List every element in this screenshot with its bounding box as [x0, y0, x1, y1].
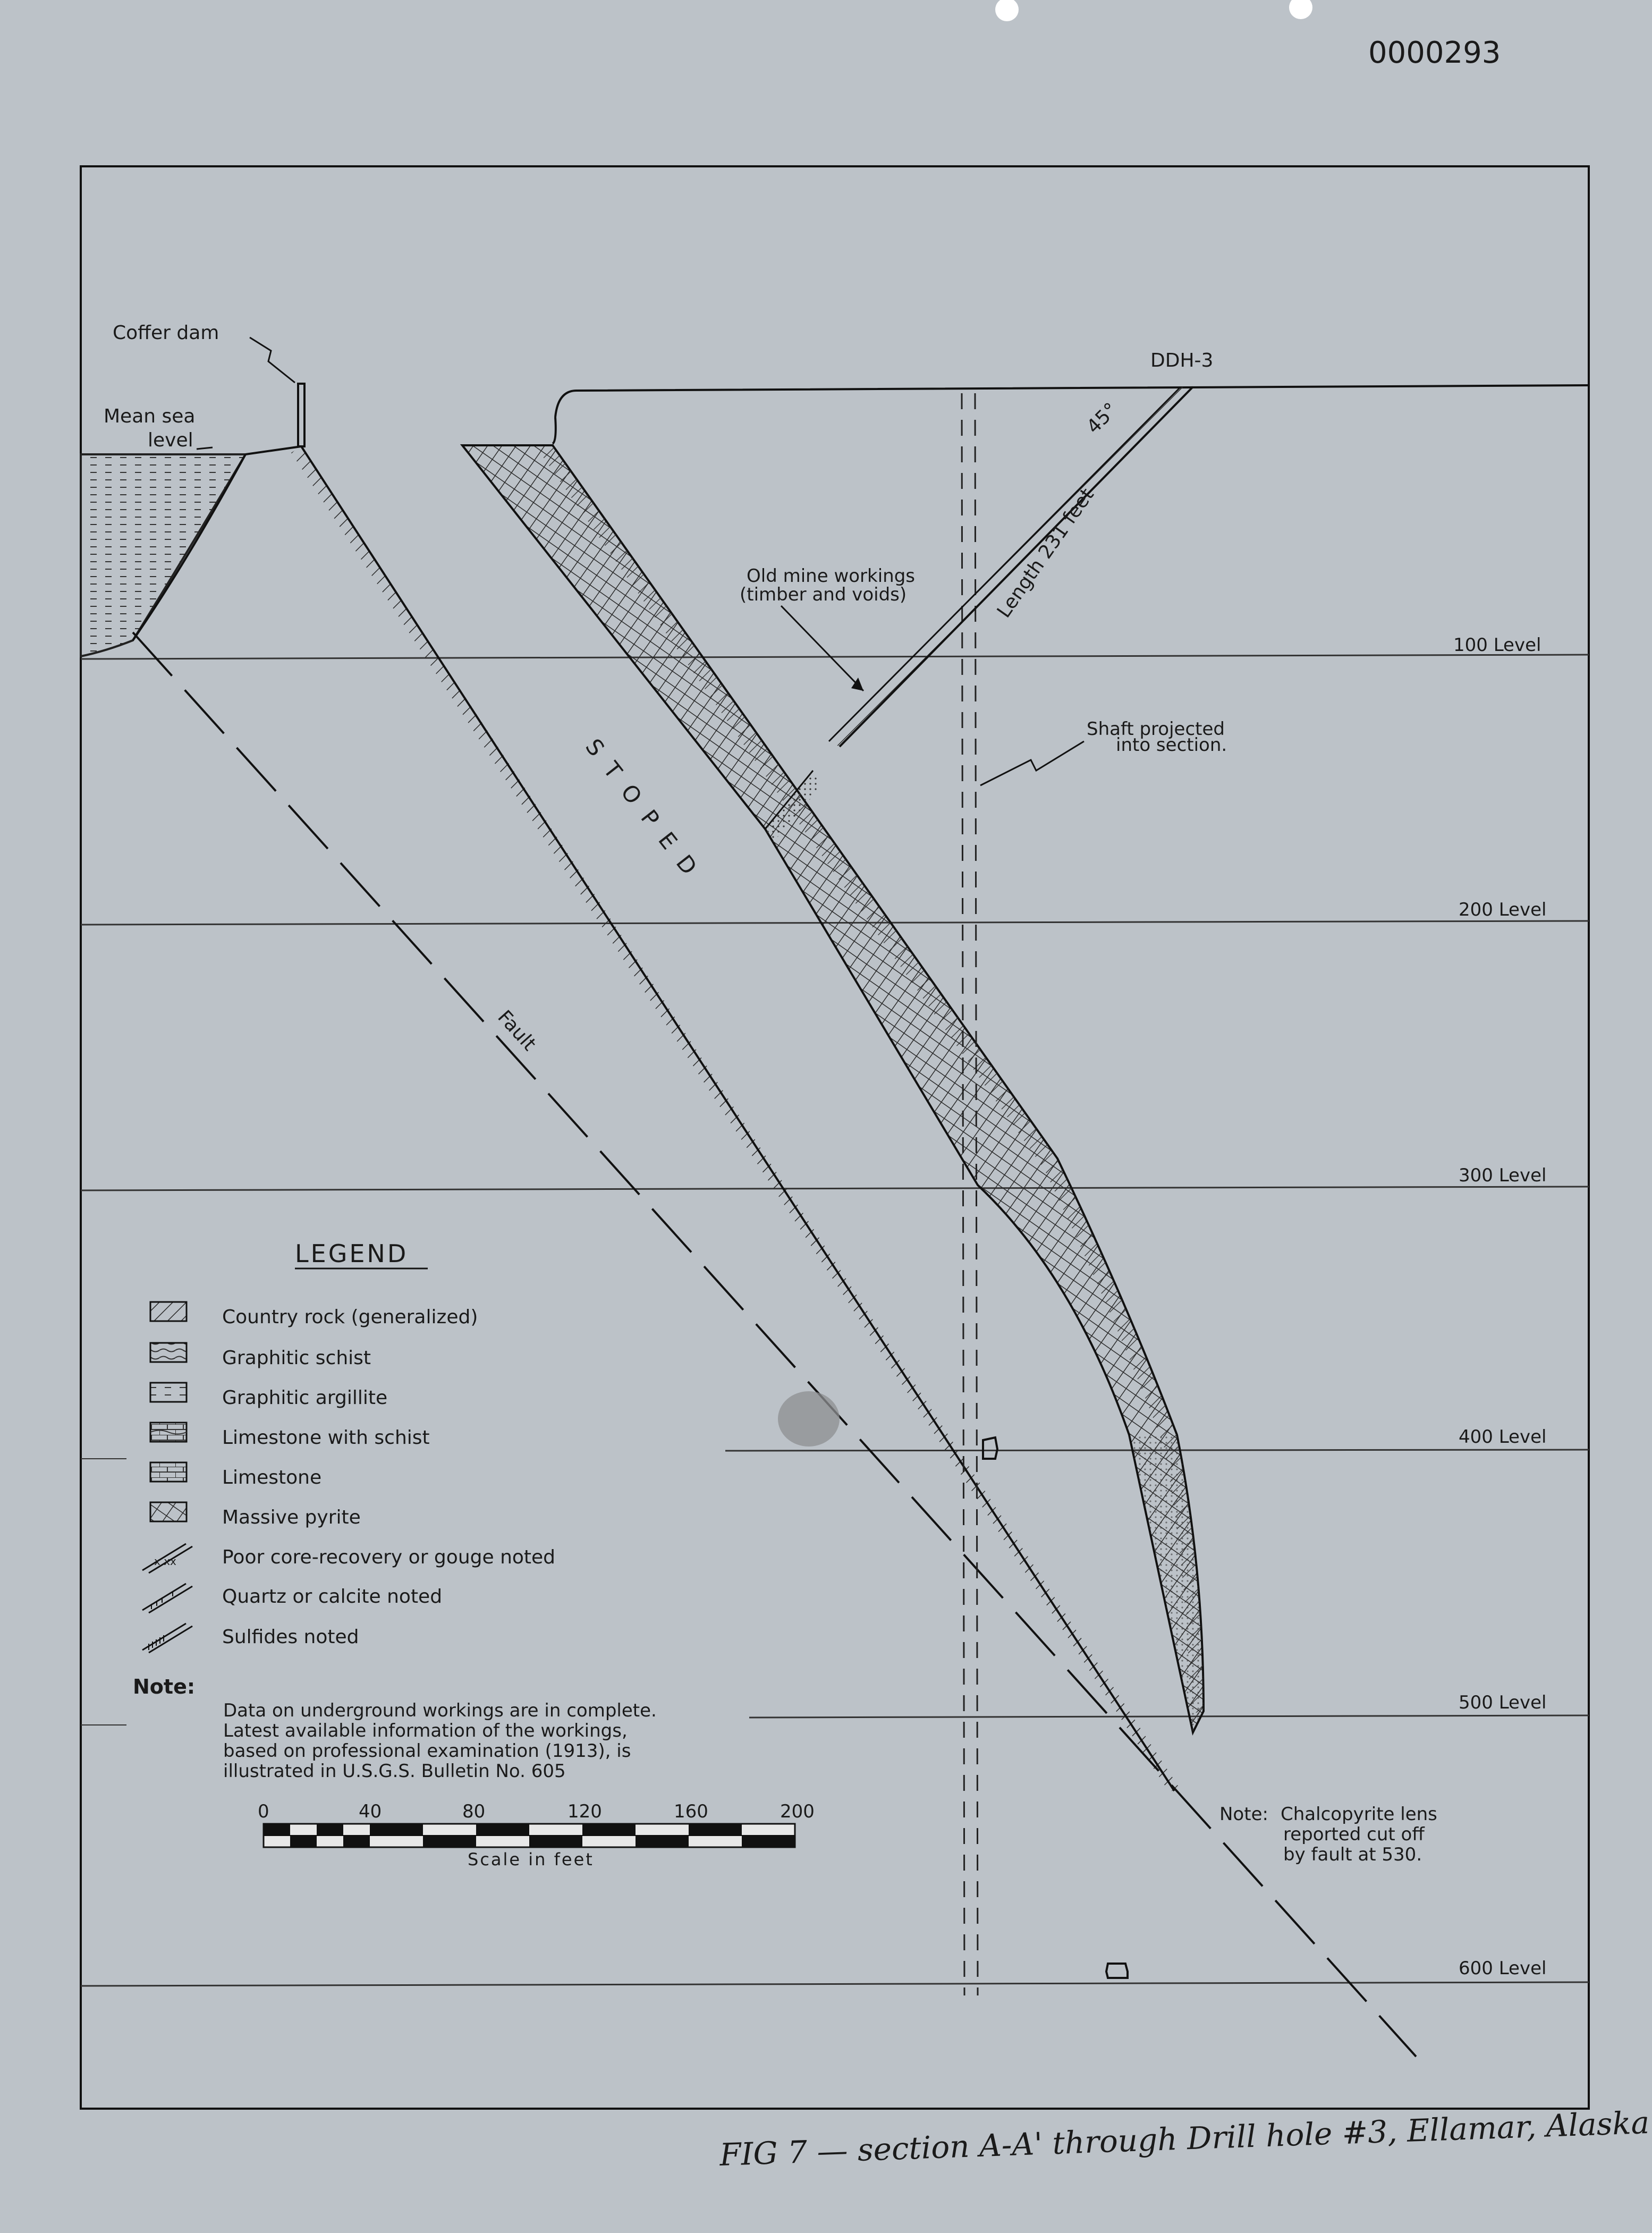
drill-hole-edge [829, 387, 1181, 741]
scale-bar [258, 1801, 815, 1870]
chalcopyrite-note-line-3: by fault at 530. [1283, 1844, 1422, 1865]
level-label-100: 100 Level [1453, 635, 1541, 656]
legend-swatch-country-rock [150, 1302, 187, 1321]
note-line-2: Latest available information of the workings, [223, 1720, 628, 1741]
legend-label-graphitic-argillite: Graphitic argillite [222, 1387, 388, 1409]
scale-tick-120: 120 [567, 1801, 602, 1822]
ground-step [553, 417, 556, 444]
legend-title: LEGEND [295, 1239, 409, 1268]
ground-surface [555, 385, 1589, 417]
svg-text:x xx: x xx [154, 1555, 176, 1568]
legend-swatch-limestone [150, 1462, 187, 1482]
chalcopyrite-note-line-2: reported cut off [1283, 1824, 1425, 1845]
legend-label-country-rock: Country rock (generalized) [222, 1306, 478, 1328]
coffer-dam-label: Coffer dam [113, 322, 219, 344]
legend-label-massive-pyrite: Massive pyrite [222, 1507, 361, 1528]
coffer-dam [298, 384, 304, 446]
scale-tick-80: 80 [462, 1801, 486, 1822]
chalcopyrite-note-line-1: Chalcopyrite lens [1281, 1804, 1437, 1825]
level-label-300: 300 Level [1459, 1165, 1547, 1186]
legend-label-limestone-with-schist: Limestone with schist [222, 1427, 430, 1449]
level-label-200: 200 Level [1459, 899, 1547, 920]
legend-swatch-graphitic-argillite [150, 1383, 187, 1402]
scale-tick-200: 200 [780, 1801, 815, 1822]
shaft-label-1: Shaft projected [1087, 718, 1225, 740]
drill-length-label: Length 231 feet [993, 484, 1098, 622]
old-workings-label-2: (timber and voids) [740, 584, 907, 605]
level-line-100 [81, 655, 1589, 659]
legend-label-quartz: Quartz or calcite noted [222, 1586, 443, 1608]
mean-sea-label-1: Mean sea [104, 405, 196, 427]
shaft-line-left [962, 393, 964, 1995]
scale-tick-40: 40 [359, 1801, 382, 1822]
stain-blot [778, 1391, 840, 1447]
massive-pyrite-body [462, 445, 1204, 1732]
note-line-1: Data on underground workings are in complete. [223, 1700, 657, 1721]
lower-ore-zone [1129, 1435, 1204, 1732]
shaft-label-2: into section. [1116, 734, 1227, 756]
shaft-opening-400 [983, 1437, 997, 1459]
mean-sea-label-2: level [148, 429, 193, 451]
drill-angle-label: 45° [1082, 399, 1122, 438]
shaft-opening-600 [1106, 1964, 1128, 1978]
level-label-400: 400 Level [1459, 1426, 1547, 1448]
note-line-3: based on professional examination (1913), is [223, 1740, 631, 1762]
punch-hole-right [1289, 0, 1312, 19]
document-number: 0000293 [1368, 36, 1501, 70]
sea-water [81, 454, 245, 656]
legend-swatch-sulfides [142, 1623, 192, 1653]
legend-label-graphitic-schist: Graphitic schist [222, 1347, 371, 1369]
legend-swatch-graphitic-schist [150, 1343, 187, 1362]
punch-hole-left [995, 0, 1019, 21]
legend [142, 1302, 555, 1653]
note-label: Note: [133, 1675, 196, 1698]
legend-swatch-quartz [142, 1584, 192, 1613]
level-label-600: 600 Level [1459, 1958, 1547, 1979]
shaft-line-right [975, 393, 978, 1995]
level-line-500 [749, 1715, 1589, 1718]
legend-swatch-massive-pyrite [150, 1502, 187, 1521]
level-label-500: 500 Level [1459, 1692, 1547, 1713]
fault-label: Fault [493, 1006, 540, 1055]
chalcopyrite-note-label: Note: [1219, 1804, 1268, 1825]
drill-hole-label: DDH-3 [1150, 350, 1214, 371]
figure-caption: FIG 7 — section A-A' through Drill hole #3, Ellamar, Alaska [719, 2104, 1650, 2173]
level-line-300 [81, 1187, 1589, 1190]
coffer-dam-leader [250, 337, 295, 383]
shaft-leader [980, 741, 1084, 785]
scale-tick-0: 0 [258, 1801, 269, 1822]
legend-label-sulfides: Sulfides noted [222, 1626, 359, 1648]
stoped-label: STOPED [580, 733, 711, 892]
level-line-600 [81, 1982, 1589, 1986]
old-workings-label-1: Old mine workings [747, 565, 916, 587]
mean-sea-leader [197, 447, 213, 449]
legend-swatch-poor-core [142, 1544, 192, 1573]
scale-caption: Scale in feet [468, 1849, 594, 1870]
note-line-4: illustrated in U.S.G.S. Bulletin No. 605 [223, 1761, 566, 1782]
legend-label-poor-core: Poor core-recovery or gouge noted [222, 1546, 556, 1568]
old-workings-leader [781, 606, 863, 691]
scale-tick-160: 160 [674, 1801, 708, 1822]
legend-label-limestone: Limestone [222, 1467, 322, 1488]
